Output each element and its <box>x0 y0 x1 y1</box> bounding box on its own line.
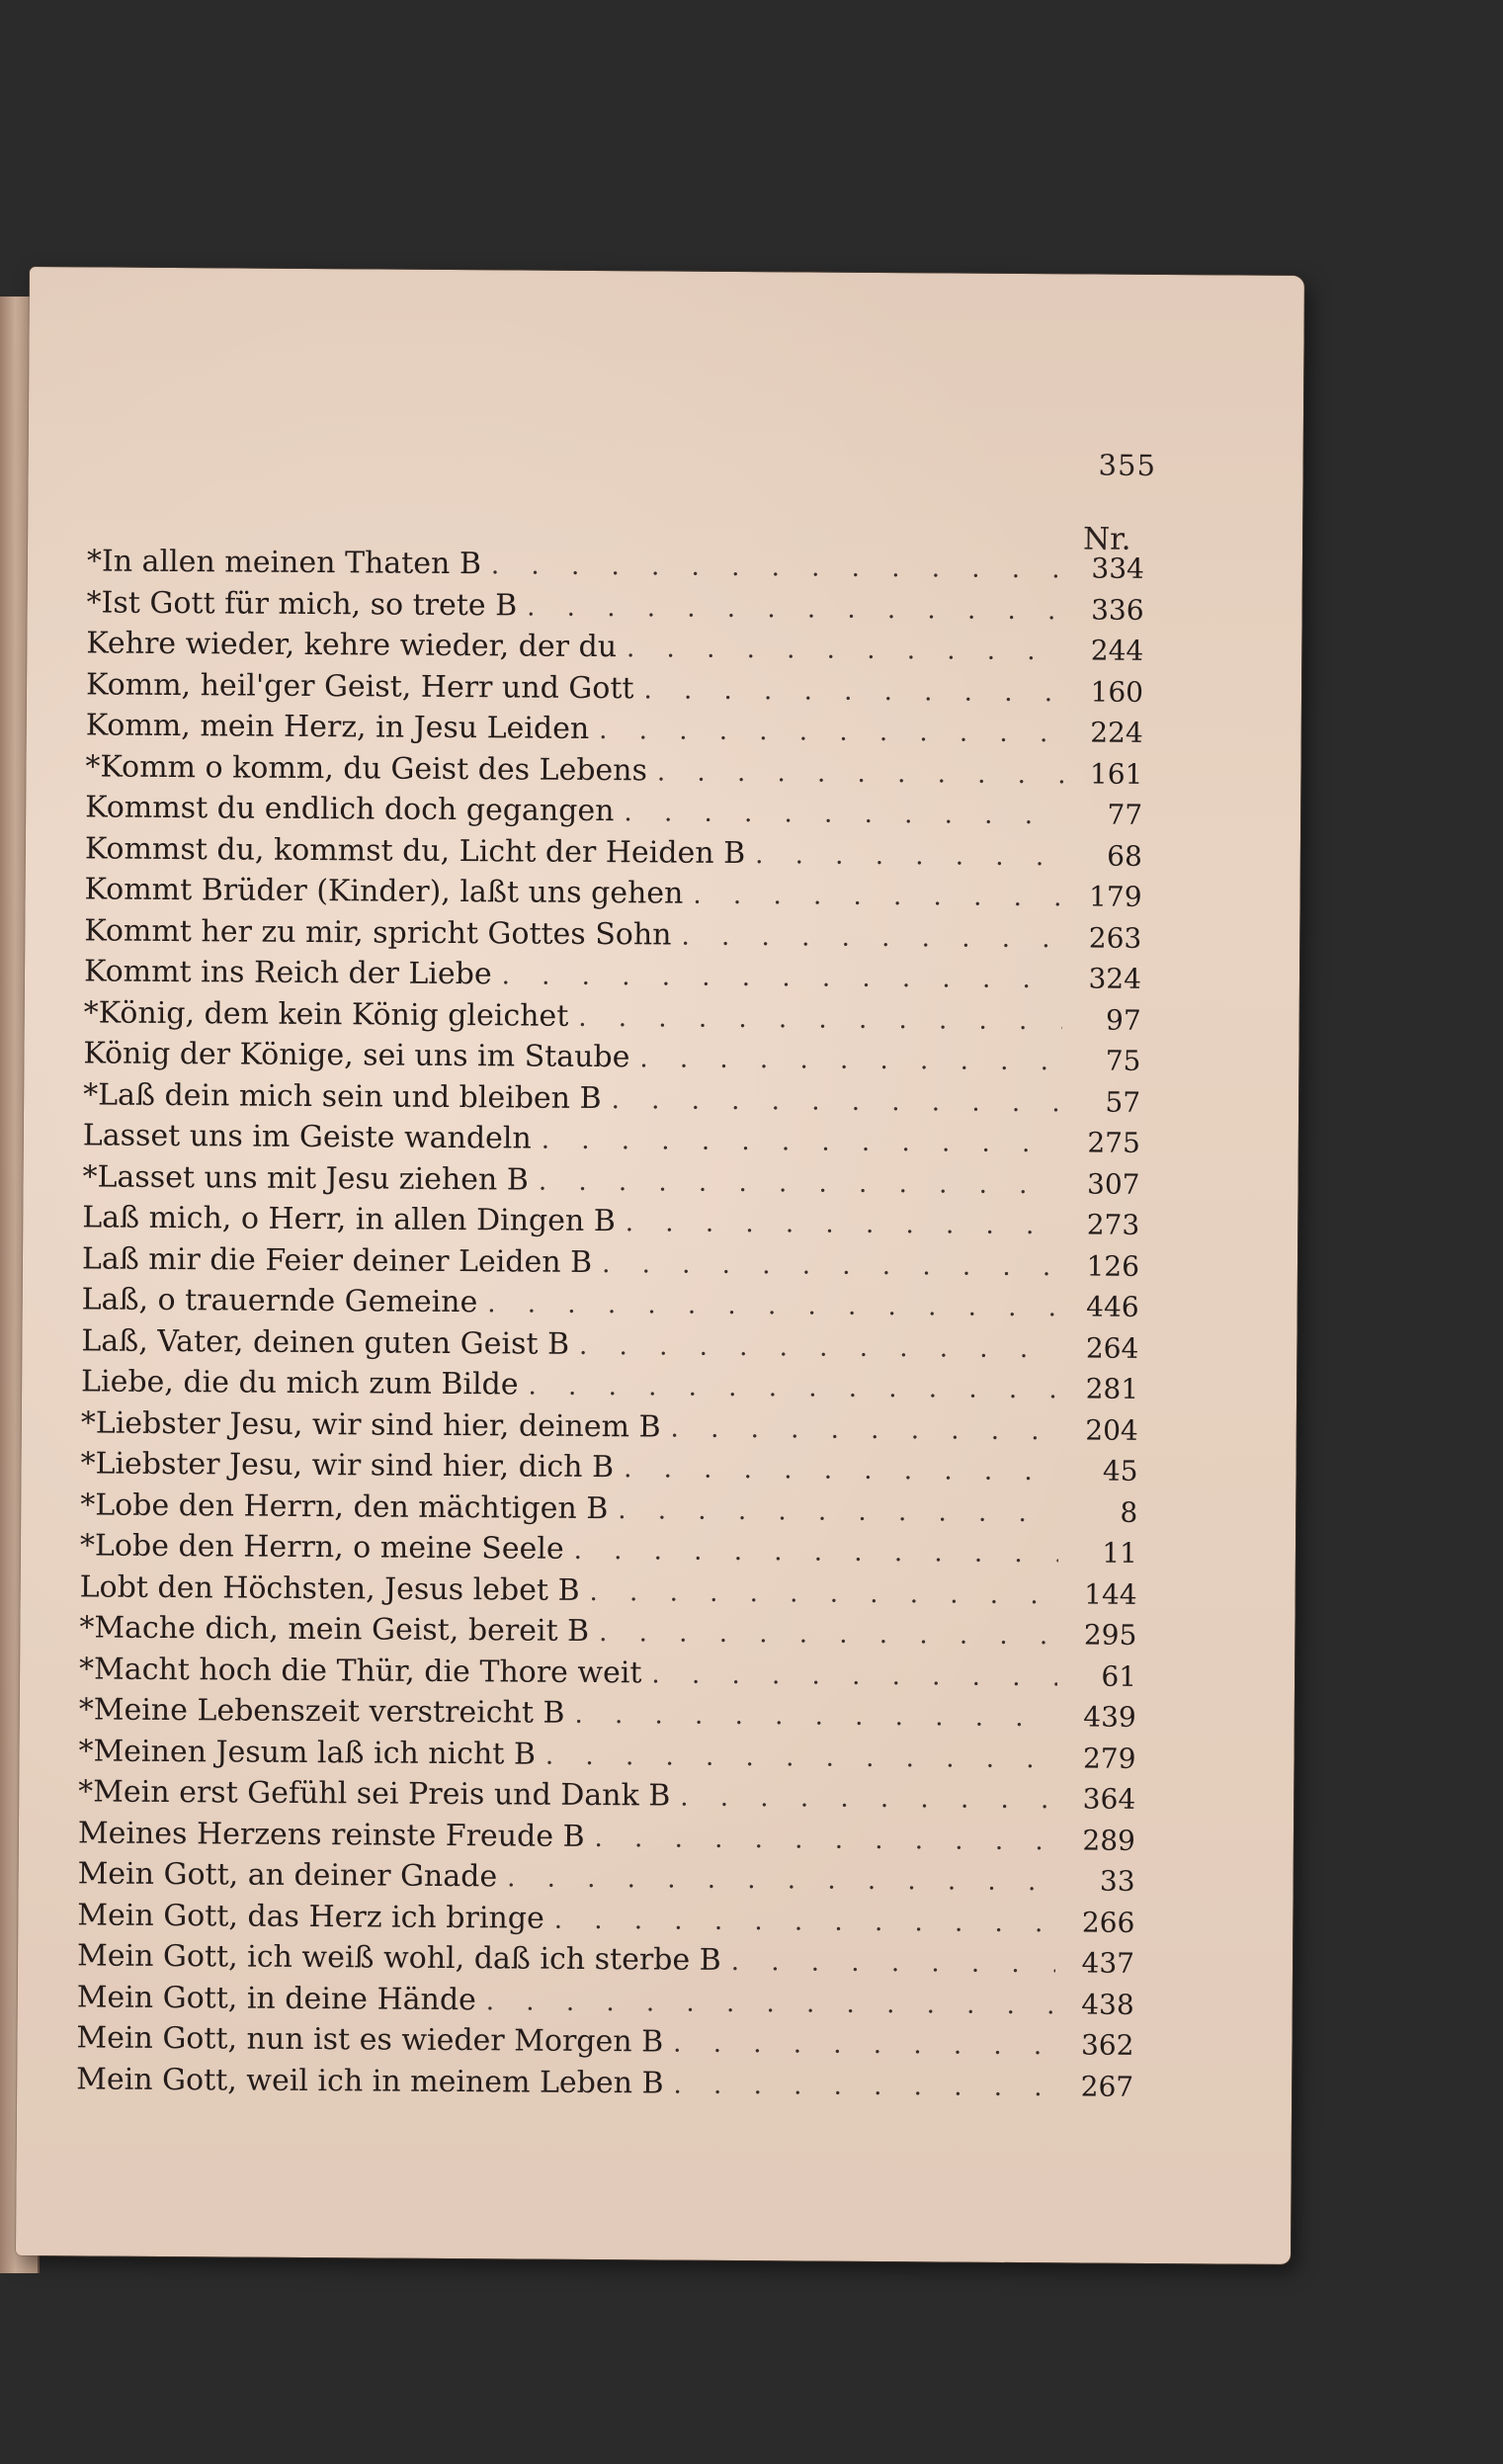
index-entry <box>84 872 1141 920</box>
entry-title: Mein Gott, an deiner Gnade <box>77 1856 498 1895</box>
entry-title: *Macht hoch die Thür, die Thore weit <box>78 1651 642 1690</box>
dot-leader <box>539 1166 1061 1200</box>
entry-number: 289 <box>1082 1823 1136 1857</box>
entry-title: *Lobe den Herrn, den mächtigen B <box>80 1487 609 1526</box>
entry-number: 267 <box>1080 2069 1134 2103</box>
dot-leader <box>681 921 1062 954</box>
entry-title: *In allen meinen Thaten B <box>86 544 482 582</box>
entry-title: *Ist Gott für mich, so trete B <box>86 584 518 623</box>
entry-title: Kommst du, kommst du, Licht der Heiden B <box>84 830 746 871</box>
index-entry <box>83 1118 1140 1166</box>
index-entry <box>80 1446 1137 1494</box>
dot-leader <box>594 1824 1056 1856</box>
entry-number: 446 <box>1086 1290 1139 1323</box>
entry-title: Lasset uns im Geiste wandeln <box>82 1118 532 1156</box>
dot-leader <box>624 798 1063 830</box>
dot-leader <box>639 1044 1061 1076</box>
index-entry <box>76 2020 1133 2069</box>
entry-title: Mein Gott, das Herz ich bringe <box>77 1897 544 1936</box>
dot-leader <box>626 634 1064 666</box>
entry-title: *Lobe den Herrn, o meine Seele <box>79 1528 564 1567</box>
entry-number: 324 <box>1088 962 1142 995</box>
entry-number: 126 <box>1086 1248 1140 1283</box>
entry-title: *Laß dein mich sein und bleiben B <box>83 1076 602 1116</box>
entry-title: Kehre wieder, kehre wieder, der du <box>86 626 618 665</box>
entry-number: 364 <box>1082 1782 1136 1816</box>
index-entry <box>78 1734 1135 1782</box>
hymn-index-list <box>76 544 1144 2109</box>
entry-title: Kommst du endlich doch gegangen <box>85 790 615 829</box>
entry-number: 33 <box>1099 1864 1135 1898</box>
entry-title: Laß, o trauernde Gemeine <box>81 1282 478 1320</box>
dot-leader <box>651 1659 1057 1692</box>
dot-leader <box>502 961 1063 994</box>
entry-title: Mein Gott, in deine Hände <box>76 1979 476 2017</box>
entry-title: *Lasset uns mit Jesu ziehen B <box>82 1158 530 1198</box>
index-entry <box>79 1652 1136 1700</box>
entry-number: 244 <box>1090 634 1144 667</box>
entry-title: *König, dem kein König gleichet <box>83 994 569 1034</box>
index-entry <box>82 1159 1139 1208</box>
entry-number: 263 <box>1088 920 1142 955</box>
entry-title: Kommt Brüder (Kinder), laßt uns gehen <box>84 872 684 911</box>
entry-number: 57 <box>1105 1085 1141 1119</box>
entry-title: Laß mir die Feier deiner Leiden B <box>81 1240 593 1280</box>
dot-leader <box>755 840 1063 872</box>
index-entry <box>76 2062 1133 2110</box>
index-entry <box>84 913 1141 962</box>
index-entry <box>85 831 1142 880</box>
index-entry <box>79 1610 1136 1658</box>
dot-leader <box>574 1700 1056 1733</box>
dot-leader <box>527 592 1065 626</box>
entry-title: Mein Gott, weil ich in meinem Leben B <box>76 2061 664 2101</box>
entry-number: 307 <box>1086 1166 1140 1201</box>
dot-leader <box>491 551 1065 584</box>
dot-leader <box>599 1618 1057 1651</box>
dot-leader <box>487 1289 1060 1322</box>
entry-number: 68 <box>1107 839 1142 873</box>
entry-title: Laß mich, o Herr, in allen Dingen B <box>82 1200 616 1239</box>
entry-title: *Mein erst Gefühl sei Preis und Dank B <box>78 1774 671 1814</box>
entry-title: Lobt den Höchsten, Jesus lebet B <box>79 1569 580 1608</box>
dot-leader <box>599 716 1064 748</box>
entry-number: 275 <box>1087 1126 1140 1159</box>
entry-number: 61 <box>1101 1659 1137 1693</box>
dot-leader <box>554 1905 1056 1938</box>
index-entry <box>82 1200 1139 1248</box>
page-number: 355 <box>1098 448 1157 482</box>
index-entry <box>83 1077 1140 1126</box>
index-entry <box>81 1405 1138 1454</box>
dot-leader <box>657 757 1064 790</box>
dot-leader <box>486 1987 1055 2020</box>
book-page <box>16 267 1304 2264</box>
index-entry <box>78 1774 1135 1823</box>
entry-title: *Komm o komm, du Geist des Lebens <box>85 748 648 788</box>
entry-number: 161 <box>1089 757 1143 791</box>
entry-number: 439 <box>1083 1700 1136 1734</box>
entry-title: Kommt her zu mir, spricht Gottes Sohn <box>84 912 672 953</box>
entry-number: 334 <box>1091 552 1145 585</box>
entry-title: Komm, heil'ger Geist, Herr und Gott <box>85 666 634 706</box>
index-entry <box>81 1364 1138 1412</box>
entry-number: 438 <box>1081 1987 1134 2021</box>
entry-number: 179 <box>1089 880 1142 913</box>
index-entry <box>84 954 1141 1002</box>
entry-number: 362 <box>1080 2028 1134 2062</box>
dot-leader <box>579 1330 1060 1363</box>
entry-number: 273 <box>1086 1208 1140 1241</box>
entry-title: Kommt ins Reich der Liebe <box>83 954 492 992</box>
entry-number: 144 <box>1084 1576 1137 1611</box>
entry-number: 11 <box>1102 1536 1138 1570</box>
entry-title: Komm, mein Herz, in Jesu Leiden <box>85 708 590 746</box>
dot-leader <box>542 1126 1061 1159</box>
entry-number: 295 <box>1083 1618 1137 1652</box>
index-entry <box>84 995 1141 1044</box>
entry-number: 264 <box>1085 1330 1139 1365</box>
dot-leader <box>626 1208 1061 1240</box>
entry-number: 266 <box>1081 1905 1135 1939</box>
dot-leader <box>528 1372 1059 1405</box>
entry-number: 77 <box>1107 798 1143 831</box>
dot-leader <box>624 1454 1059 1487</box>
index-entry <box>80 1570 1137 1618</box>
dot-leader <box>507 1863 1056 1897</box>
entry-number: 336 <box>1091 593 1144 627</box>
entry-number: 279 <box>1082 1741 1136 1775</box>
dot-leader <box>578 1002 1062 1035</box>
entry-title: König der Könige, sei uns im Staube <box>83 1036 630 1075</box>
index-entry <box>80 1528 1137 1576</box>
entry-number: 281 <box>1085 1372 1139 1405</box>
dot-leader <box>643 675 1064 708</box>
dot-leader <box>731 1947 1055 1979</box>
entry-title: Mein Gott, nun ist es wieder Morgen B <box>76 2020 664 2060</box>
dot-leader <box>602 1249 1060 1282</box>
entry-title: *Liebster Jesu, wir sind hier, deinem B <box>80 1404 661 1444</box>
entry-title: Meines Herzens reinste Freude B <box>77 1815 585 1854</box>
number-column-header: Nr. <box>1082 521 1131 557</box>
dot-leader <box>574 1536 1058 1569</box>
entry-number: 160 <box>1090 675 1144 709</box>
dot-leader <box>670 1413 1058 1446</box>
dot-leader <box>589 1576 1057 1609</box>
entry-title: *Mache dich, mein Geist, bereit B <box>79 1610 590 1649</box>
entry-title: Laß, Vater, deinen guten Geist B <box>81 1322 570 1362</box>
dot-leader <box>693 881 1062 913</box>
entry-title: Liebe, die du mich zum Bilde <box>81 1364 519 1402</box>
entry-number: 437 <box>1081 1946 1135 1980</box>
entry-number: 204 <box>1085 1412 1138 1447</box>
entry-number: 97 <box>1105 1003 1141 1037</box>
entry-number: 224 <box>1090 716 1143 749</box>
entry-title: Mein Gott, ich weiß wohl, daß ich sterbe B <box>76 1938 721 1978</box>
index-entry <box>78 1816 1135 1864</box>
index-entry <box>87 544 1144 592</box>
entry-title: *Meinen Jesum laß ich nicht B <box>78 1733 537 1772</box>
index-entry <box>85 749 1142 798</box>
dot-leader <box>680 1783 1056 1816</box>
entry-number: 75 <box>1105 1044 1141 1077</box>
entry-title: *Meine Lebenszeit verstreicht B <box>78 1692 565 1731</box>
index-entry <box>83 1036 1140 1084</box>
dot-leader <box>673 2029 1054 2062</box>
entry-number: 8 <box>1120 1495 1138 1529</box>
index-entry <box>80 1487 1137 1536</box>
entry-number: 45 <box>1102 1454 1138 1487</box>
dot-leader <box>545 1741 1057 1774</box>
entry-title: *Liebster Jesu, wir sind hier, dich B <box>80 1446 615 1486</box>
index-entry <box>79 1692 1136 1741</box>
dot-leader <box>612 1085 1062 1118</box>
index-entry <box>85 790 1142 838</box>
dot-leader <box>673 2070 1054 2102</box>
dot-leader <box>618 1495 1058 1528</box>
